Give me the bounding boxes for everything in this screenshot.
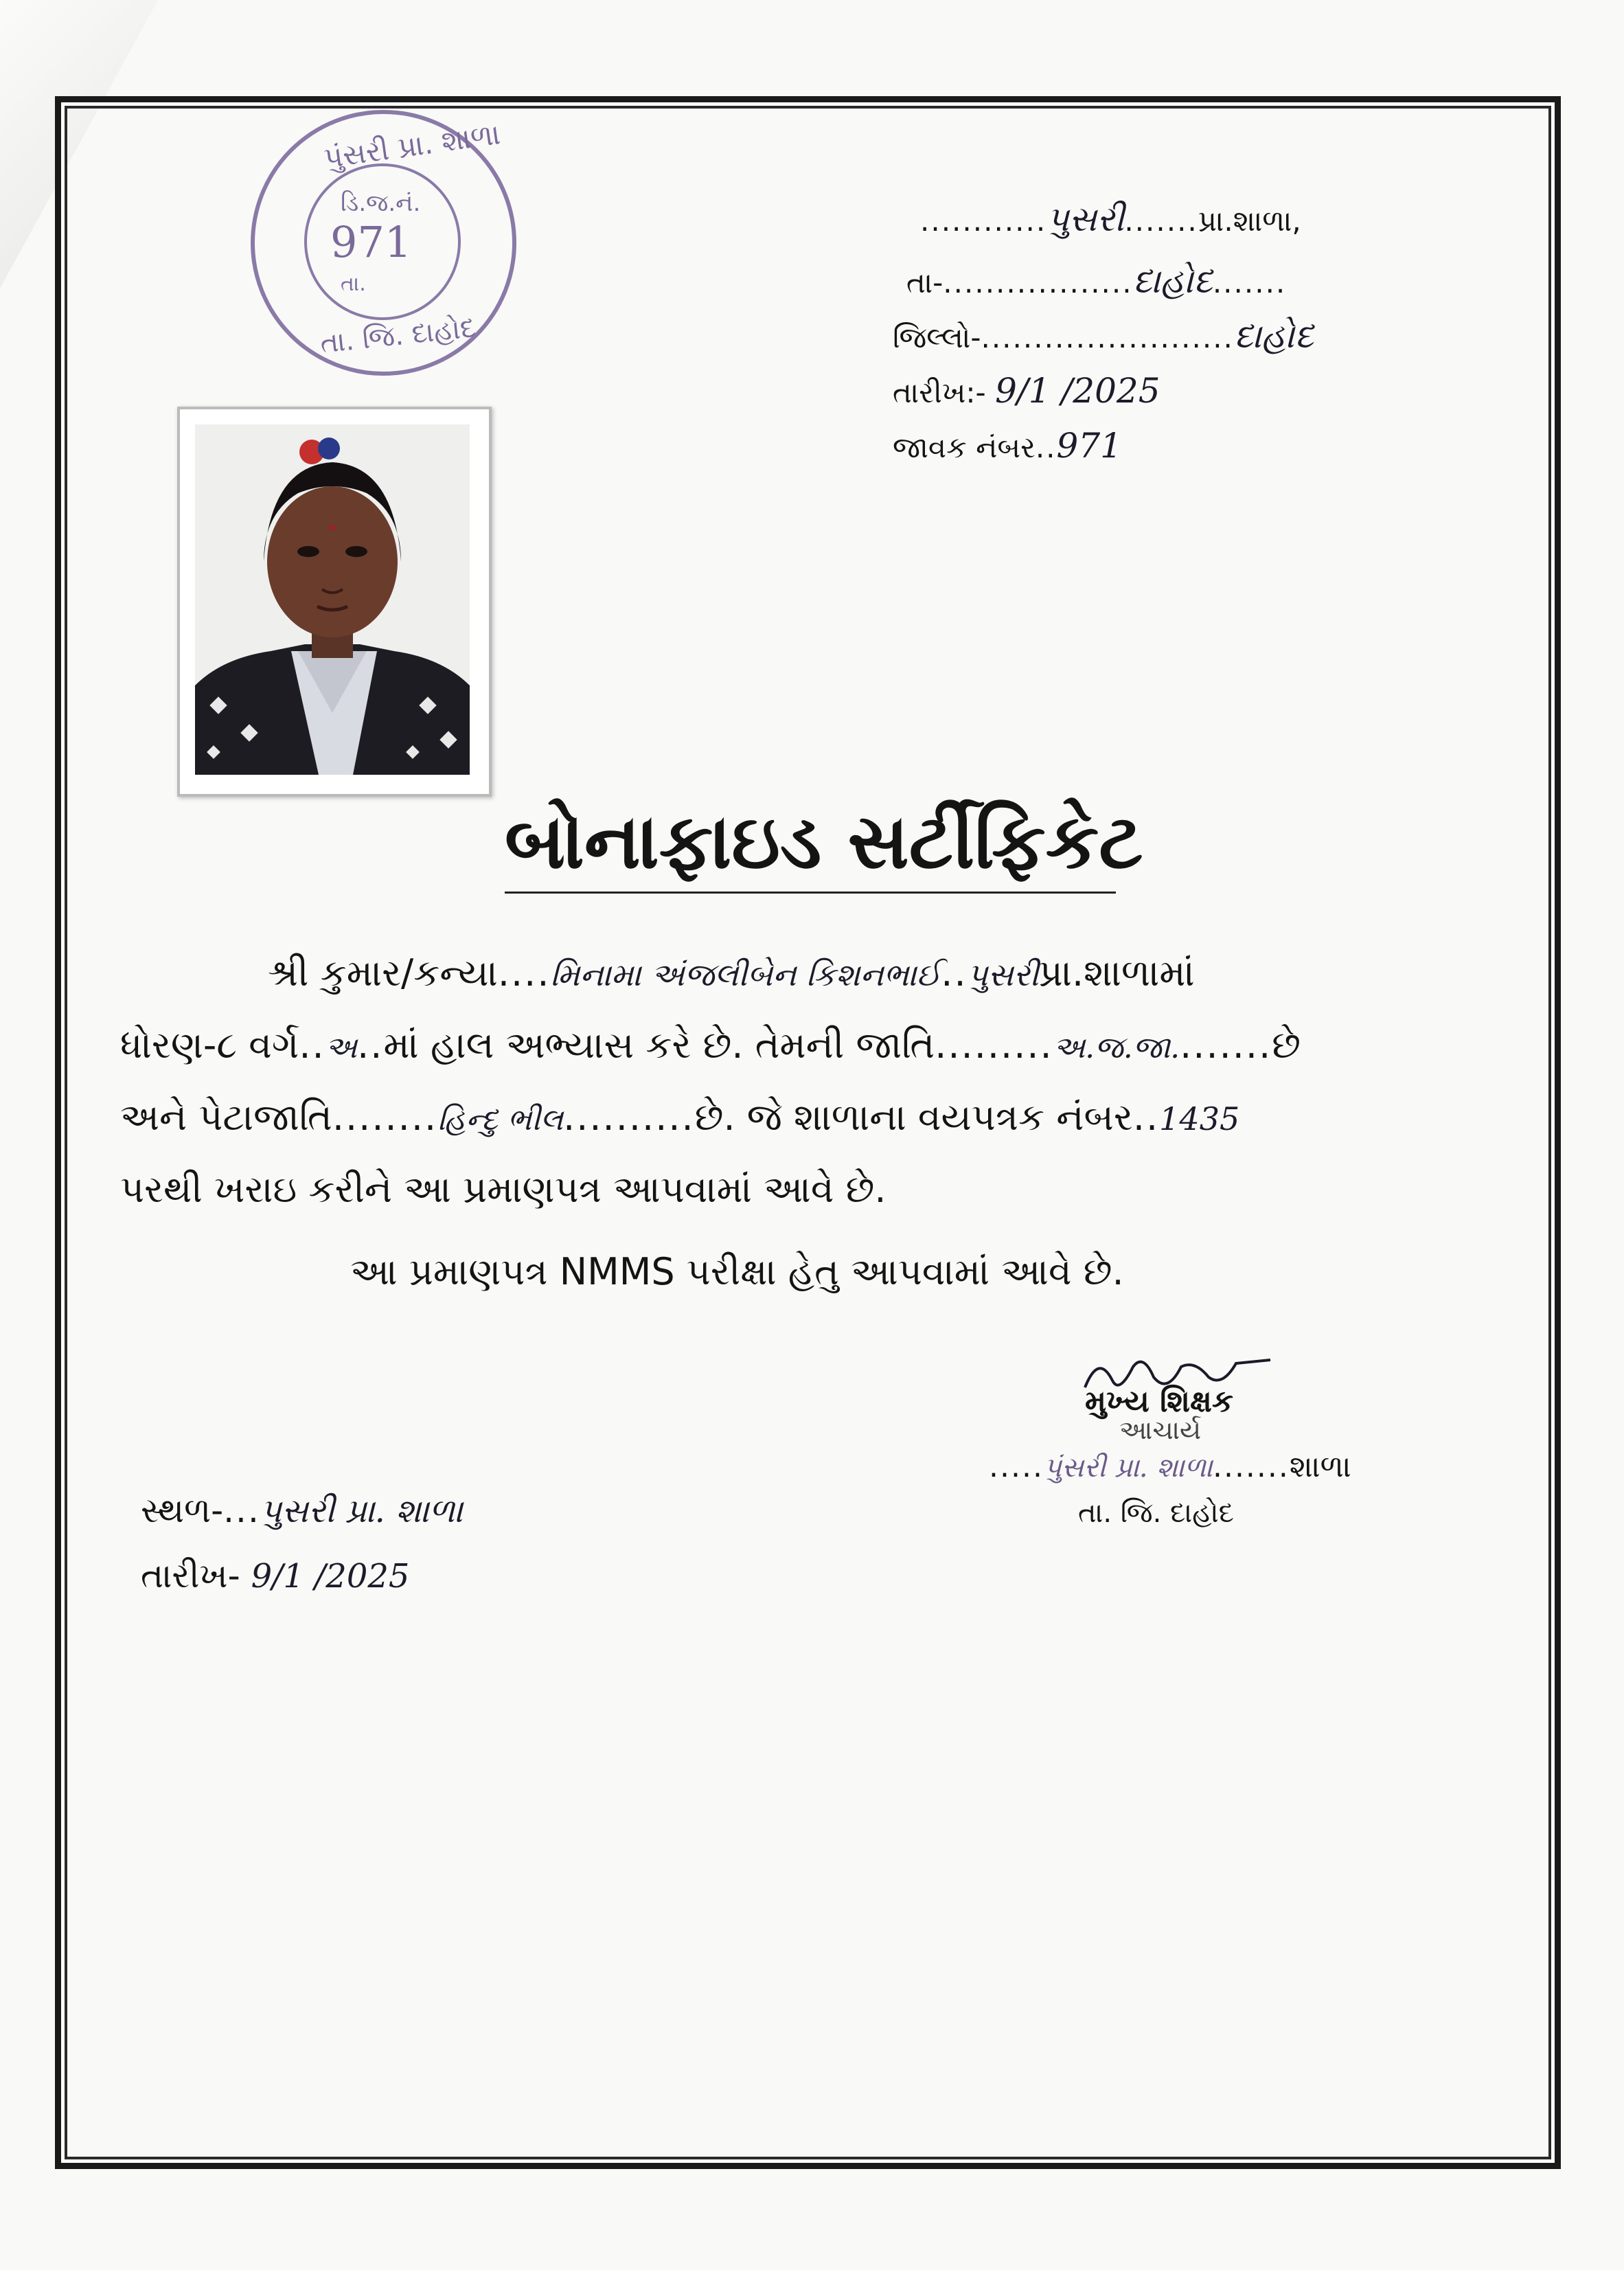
title-underline: [505, 892, 1116, 894]
school-stamp: [251, 110, 516, 376]
header-date-value: 9/1 /2025: [995, 371, 1160, 411]
dots: .....: [989, 1449, 1044, 1484]
dots: ............: [920, 204, 1047, 238]
body-line-5: આ પ્રમાણપત્ર NMMS પરીક્ષા હેતુ આપવામાં આવે છે.: [350, 1250, 1124, 1293]
body-line-3: [120, 1096, 1239, 1139]
stamp-code: 971: [330, 217, 412, 267]
dots: ........................: [981, 321, 1234, 354]
footer-date-line: [141, 1556, 409, 1596]
photo-illustration: [195, 424, 470, 775]
signature-school-suffix: શાળા: [1289, 1449, 1351, 1484]
header-school-line: [920, 199, 1301, 240]
header-date-label: તારીખ:-: [893, 376, 986, 409]
signature-place: તા. જિ. દાહોદ: [1078, 1497, 1235, 1529]
header-outward-label: જાવક નંબર: [893, 431, 1036, 464]
certificate-title: બોનાફાઇડ સર્ટીફિકેટ: [505, 797, 1143, 885]
signature-subtitle: આચાર્ય: [1119, 1415, 1202, 1445]
dots: .......: [1124, 204, 1198, 238]
l3-prefix: અને પેટાજાતિ: [120, 1096, 332, 1139]
header-outward-value: 971: [1056, 426, 1122, 466]
dots: .......: [1180, 1023, 1272, 1067]
header-taluka-label: તા-: [906, 266, 943, 299]
header-school-suffix: પ્રા.શાળા,: [1198, 204, 1301, 238]
footer-place-line: [141, 1490, 463, 1531]
body-line-2: [120, 1023, 1301, 1067]
l1-suffix: પ્રા.શાળામાં: [1038, 951, 1195, 995]
footer-date-label: તારીખ-: [141, 1556, 240, 1596]
header-school-value: પુસરી: [1047, 199, 1125, 239]
body-line-1: [268, 951, 1195, 995]
dots: ..........: [563, 1096, 695, 1139]
dots: ..: [941, 951, 968, 995]
dots: ........: [332, 1096, 438, 1139]
dots: ..: [1132, 1096, 1160, 1139]
header-district-label: જિલ્લો-: [893, 321, 981, 354]
subcaste-value: હિન્દુ ભીલ: [437, 1102, 564, 1137]
class-division: અ: [325, 1030, 358, 1065]
footer-date-value: 9/1 /2025: [251, 1557, 410, 1596]
l1-prefix: શ્રી કુમાર/કન્યા: [268, 951, 498, 995]
l3-mid: છે. જે શાળાના વયપત્રક નંબર: [694, 1096, 1133, 1139]
signature-title: મુખ્ય શિક્ષક: [1085, 1384, 1234, 1419]
student-name: મિનામા અંજલીબેન કિશનભાઈ: [550, 956, 941, 993]
stamp-code-label: ડિ.જ.નં.: [341, 190, 421, 217]
dots: ..................: [943, 266, 1133, 299]
l2-prefix: ધોરણ-૮ વર્ગ: [120, 1023, 299, 1067]
header-district-line: [893, 316, 1314, 356]
l2-mid: માં હાલ અભ્યાસ કરે છે. તેમની જાતિ: [383, 1023, 935, 1067]
dots: .......: [1212, 266, 1287, 299]
dots: ....: [497, 951, 551, 995]
signature-school-stamp: પુંસરી પ્રા. શાળા: [1043, 1452, 1213, 1484]
header-taluka-line: [906, 261, 1286, 302]
dots: .........: [935, 1023, 1053, 1067]
header-district-value: દાહોદ: [1233, 316, 1314, 356]
header-date-line: [893, 371, 1160, 411]
footer-place-value: પુસરી પ્રા. શાળા: [260, 1492, 464, 1530]
stamp-ring-bottom-text: તા. જિ. દાહોદ: [319, 312, 477, 360]
signature-school-line: [989, 1449, 1351, 1484]
caste-value: અ.જ.જા.: [1053, 1030, 1180, 1065]
dots: ..: [299, 1023, 325, 1067]
dots: .......: [1212, 1449, 1290, 1484]
dots: ..: [1035, 431, 1057, 464]
header-taluka-value: દાહોદ: [1132, 261, 1213, 301]
dots: ..: [357, 1023, 384, 1067]
l1-school: પુસરી: [967, 956, 1039, 993]
gr-number: 1435: [1159, 1100, 1240, 1137]
student-photo: [177, 407, 492, 797]
stamp-ring-top-text: પુંસરી પ્રા. શાળા: [321, 117, 503, 175]
dots: ...: [223, 1490, 260, 1530]
l2-suffix: છે: [1272, 1023, 1301, 1067]
header-outward-line: [893, 426, 1122, 466]
body-line-4: પરથી ખરાઇ કરીને આ પ્રમાણપત્ર આપવામાં આવે છે.: [120, 1168, 887, 1211]
stamp-ta-label: તા.: [341, 272, 366, 296]
footer-place-label: સ્થળ-: [141, 1490, 224, 1530]
